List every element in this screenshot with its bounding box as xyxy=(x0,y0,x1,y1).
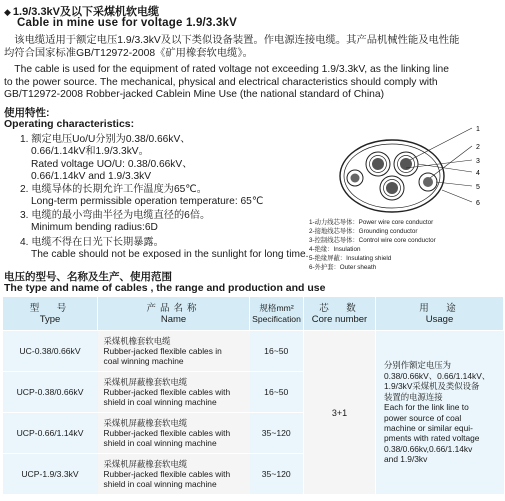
table-header-row xyxy=(3,297,504,331)
ground-core-right xyxy=(419,173,437,191)
diagram-label-2: 2 xyxy=(476,144,480,151)
intro-en: The cable is used for the equipment of rated voltage not exceeding 1.9/3.3kV, as the linking line to the power source. The mechanical, physical and electrical characteristics should comply with GB/T12972-2008 Robber-jacked Cablein Mine Use (the national standard of China) xyxy=(4,64,449,101)
char-item-2: 2. 电缆导体的长期允许工作温度为65℃。 Long-term permissible operation temperature: 65℃ xyxy=(20,184,264,208)
table-row: UCP-0.38/0.66kV 采煤机屏蔽橡套软电缆 Rubber-jacked flexible cables with shield in coal winning machine 16~50 xyxy=(3,372,504,413)
power-core-top-right xyxy=(394,152,418,176)
diagram-label-3: 3 xyxy=(476,158,480,165)
char-item-4: 4. 电缆不得在日光下长期暴露。 The cable should not be exposed in the sunlight for long time. xyxy=(20,237,309,261)
header-name: 产品名称 Name xyxy=(98,297,250,331)
header-core: 芯 数 Core number xyxy=(304,297,376,331)
core-number-cell: 3+1 xyxy=(304,331,376,495)
characteristics-title-zh: 使用特性: xyxy=(4,107,50,119)
header-type: 型 号 Type xyxy=(3,297,98,331)
usage-cell: 分别作额定电压为 0.38/0.66kV、0.66/1.14kV、 1.9/3kV采煤机及类似设备 装置的电源连接 Each for the link line to power source of coal machine or similar equi- pments with rated voltage 0.38/0.66kv,0.66/1.14kv and 1.9/3kv xyxy=(376,331,504,495)
char-item-3: 3. 电缆的最小弯曲半径为电缆直径的6倍。 Minimum bending radius:6D xyxy=(20,210,211,234)
table-row: UCP-1.9/3.3kV 采煤机屏蔽橡套软电缆 Rubber-jacked flexible cables with shield in coal winning machine 35~120 xyxy=(3,454,504,495)
diagram-label-4: 4 xyxy=(476,170,480,177)
diagram-label-1: 1 xyxy=(476,126,480,133)
characteristics-title-en: Operating characteristics: xyxy=(4,118,135,130)
header-spec: 规格mm² Specification xyxy=(250,297,304,331)
table-row: UCP-0.66/1.14kV 采煤机屏蔽橡套软电缆 Rubber-jacked flexible cables with shield in coal winning machine 35~120 xyxy=(3,413,504,454)
diagram-label-6: 6 xyxy=(476,200,480,207)
cable-types-table xyxy=(2,296,504,495)
table-section-title-zh: 电压的型号、名称及生产、使用范围 xyxy=(4,271,172,283)
table-row: UC-0.38/0.66kV 采煤机橡套软电缆 Rubber-jacked flexible cables in coal winning machine 16~50 3+1 分别作额定电压为 0.38/0.66kV、0.66/1.14kV、 1.9/3kV采煤机及类似设备 装置的电源连接 Each for the link line to power source of coal machine or similar equi- pments with rated voltage 0.38/0.66kv,0.66/1.14kv and 1.9/3kv xyxy=(3,331,504,372)
heading-zh: ◆ 1.9/3.3kV及以下采煤机软电缆 xyxy=(4,6,160,18)
char-item-1: 1. 额定电压Uo/U分别为0.38/0.66kV、 0.66/1.14kV和1.9/3.3kV。 Rated voltage UO/U: 0.38/0.66kV、 0.66/1.14kV and 1.9/3.3kV xyxy=(20,134,193,183)
intro-zh: 该电缆适用于额定电压1.9/3.3kV及以下类似设备装置。作电源连接电缆。其产品机械性能及电性能 均符合国家标准GB/T12972-2008《矿用橡套软电缆》。 xyxy=(4,35,460,59)
header-usage: 用 途 Usage xyxy=(376,297,504,331)
control-core-left xyxy=(347,170,363,186)
power-core-bottom xyxy=(380,176,404,200)
heading-en: Cable in mine use for voltage 1.9/3.3kV xyxy=(17,17,237,29)
diagram-label-5: 5 xyxy=(476,184,480,191)
table-section-title-en: The type and name of cables , the range and production and use xyxy=(4,282,326,294)
power-core-top-left xyxy=(366,152,390,176)
cable-cross-section-diagram xyxy=(322,120,502,220)
diamond-icon: ◆ xyxy=(4,7,11,17)
diagram-legend: 1-动力线芯导体：Power wire core conductor 2-接地线芯导体：Grounding conductor 3-控制线芯导体：Control wire core conductor 4-绝缘：Insulation 5-绝缘屏蔽：Insulating shield 6-外护套：Outer sheath xyxy=(309,219,436,271)
